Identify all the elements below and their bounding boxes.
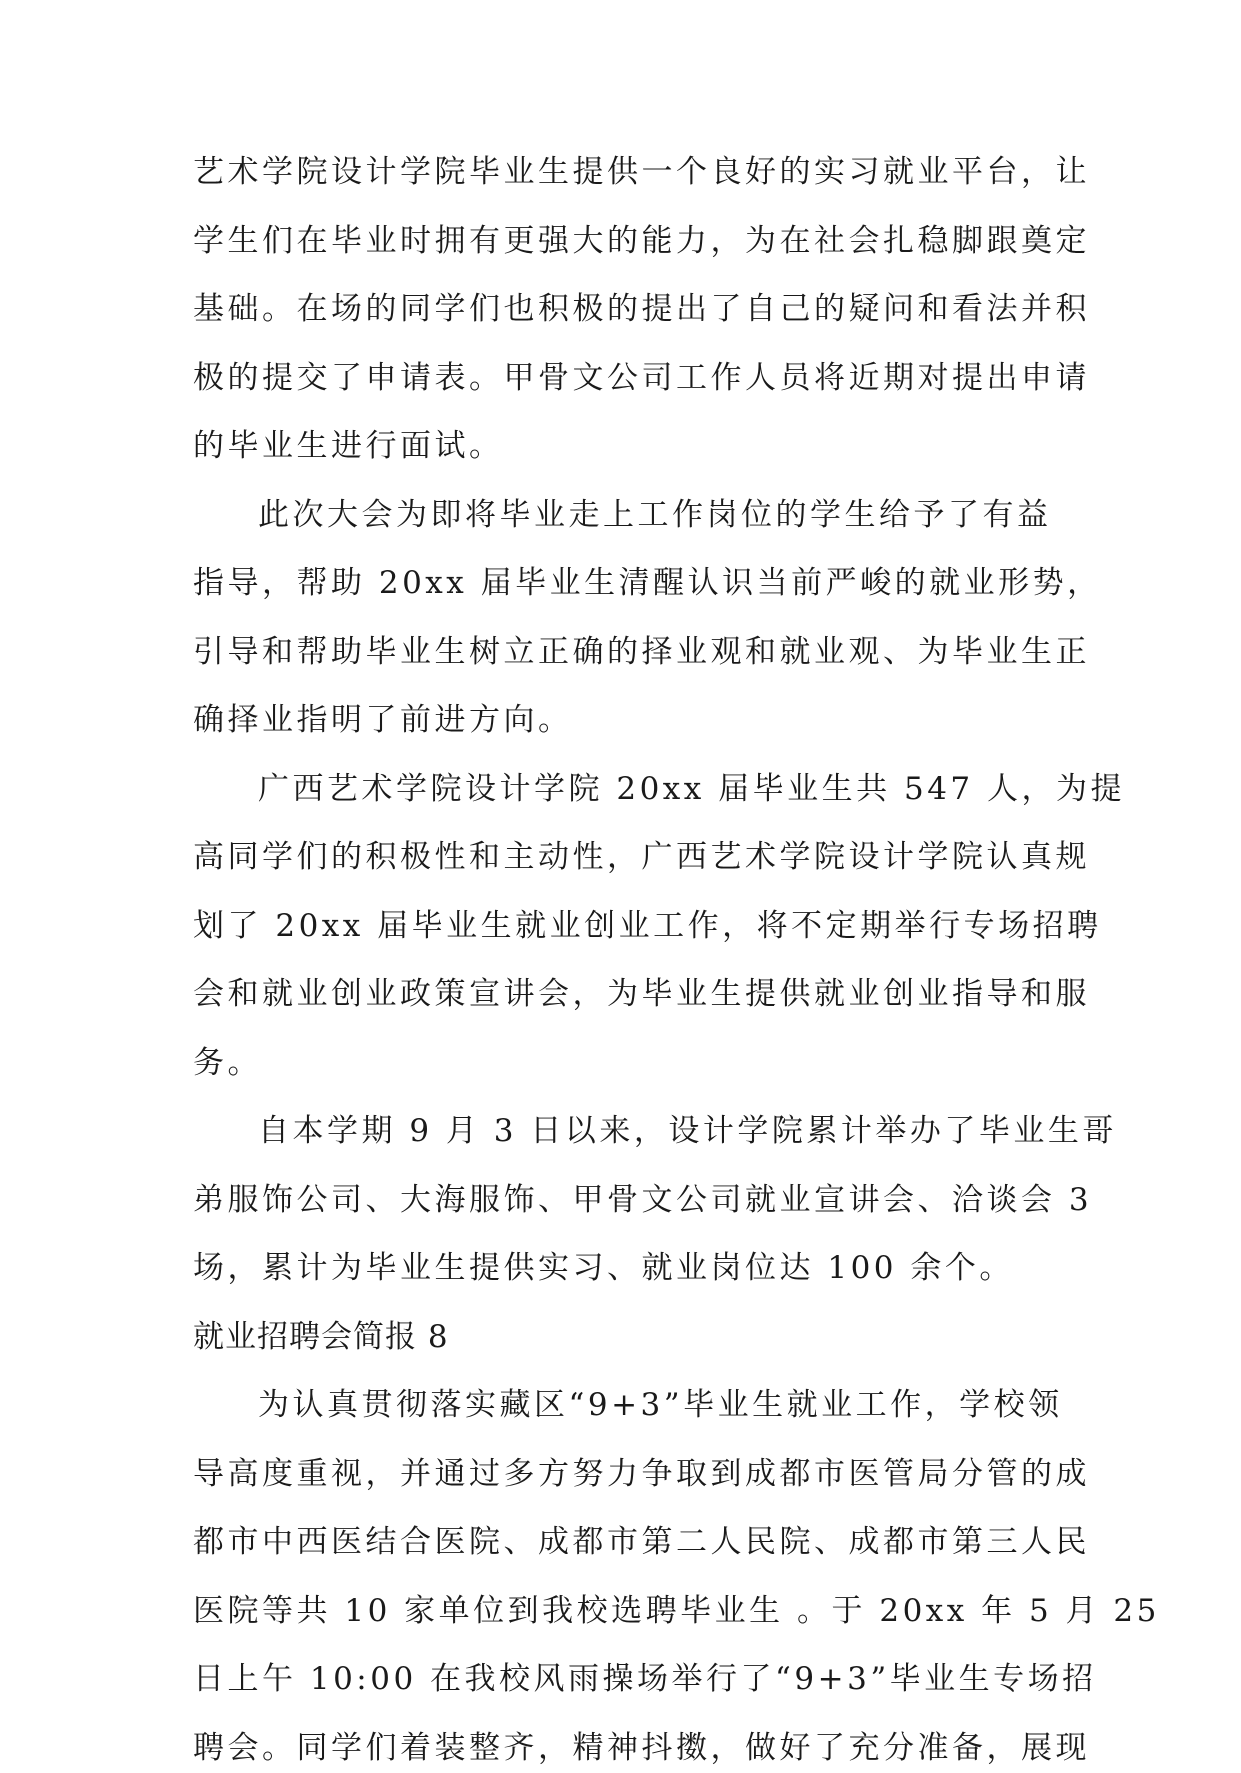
text-line: 学生们在毕业时拥有更强大的能力，为在社会扎稳脚跟奠定 [193, 222, 1090, 259]
text-line: 指导，帮助 20xx 届毕业生清醒认识当前严峻的就业形势， [193, 565, 1102, 601]
text-line: 自本学期 9 月 3 日以来，设计学院累计举办了毕业生哥 [258, 1113, 1117, 1149]
text-line: 医院等共 10 家单位到我校选聘毕业生 。于 20xx 年 5 月 25 [193, 1592, 1160, 1629]
text-line: 基础。在场的同学们也积极的提出了自己的疑问和看法并积 [193, 291, 1090, 327]
text-line: 弟服饰公司、大海服饰、甲骨文公司就业宣讲会、洽谈会 3 [193, 1181, 1093, 1218]
text-line: 场，累计为毕业生提供实习、就业岗位达 100 余个。 [193, 1250, 1014, 1286]
text-line: 确择业指明了前进方向。 [193, 702, 573, 738]
text-line: 广西艺术学院设计学院 20xx 届毕业生共 547 人，为提 [258, 770, 1125, 807]
text-line: 聘会。同学们着装整齐，精神抖擞，做好了充分准备，展现 [193, 1729, 1090, 1766]
text-line: 务。 [193, 1044, 262, 1081]
text-line: 高同学们的积极性和主动性，广西艺术学院设计学院认真规 [193, 839, 1090, 875]
text-line: 划了 20xx 届毕业生就业创业工作，将不定期举行专场招聘 [193, 907, 1102, 944]
section-heading: 就业招聘会简报 8 [193, 1318, 449, 1355]
text-line: 会和就业创业政策宣讲会，为毕业生提供就业创业指导和服 [193, 976, 1090, 1012]
text-line: 此次大会为即将毕业走上工作岗位的学生给予了有益 [258, 496, 1052, 533]
text-line: 都市中西医结合医院、成都市第二人民院、成都市第三人民 [193, 1524, 1090, 1560]
text-line: 为认真贯彻落实藏区“9+3”毕业生就业工作，学校领 [258, 1387, 1063, 1423]
text-line: 极的提交了申请表。甲骨文公司工作人员将近期对提出申请 [193, 359, 1090, 396]
text-line: 引导和帮助毕业生树立正确的择业观和就业观、为毕业生正 [193, 633, 1090, 670]
text-line: 日上午 10:00 在我校风雨操场举行了“9+3”毕业生专场招 [193, 1661, 1097, 1697]
text-line: 的毕业生进行面试。 [193, 428, 504, 464]
text-line: 艺术学院设计学院毕业生提供一个良好的实习就业平台，让 [193, 154, 1090, 190]
text-line: 导高度重视，并通过多方努力争取到成都市医管局分管的成 [193, 1455, 1090, 1492]
